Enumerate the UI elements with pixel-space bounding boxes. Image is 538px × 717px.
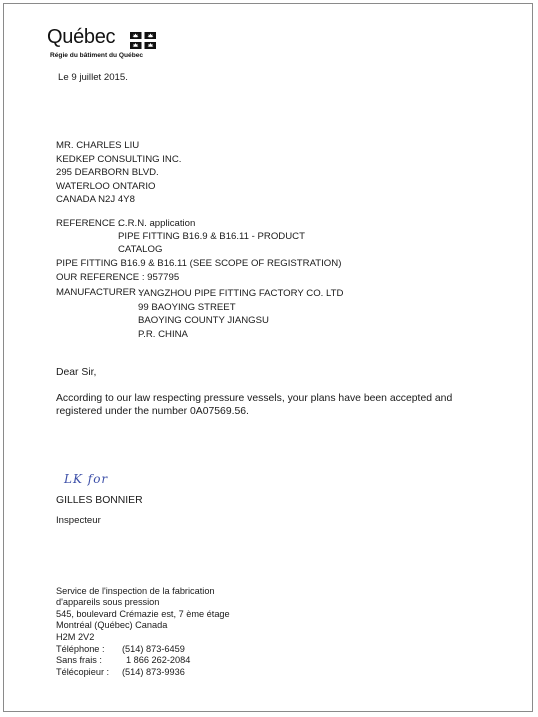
- letter-page: [3, 3, 533, 712]
- footer-address: [56, 586, 230, 643]
- letter-date: Le 9 juillet 2015.: [58, 72, 128, 83]
- manufacturer-line: YANGZHOU PIPE FITTING FACTORY CO. LTD: [138, 288, 344, 299]
- quebec-logo-wordmark: Québec: [47, 26, 116, 48]
- contact-label: Télécopieur :: [56, 666, 110, 677]
- signatory-title: Inspecteur: [56, 515, 101, 526]
- manufacturer-address: [138, 287, 343, 341]
- reference-scope-line: PIPE FITTING B16.9 & B16.11 (SEE SCOPE OF REGISTRATION): [56, 258, 342, 269]
- manufacturer-line: BAOYING COUNTY JIANGSU: [138, 315, 269, 327]
- fax-number: (514) 873-9936: [122, 666, 185, 677]
- footer-address-line: Service de l'inspection de la fabrication: [56, 586, 215, 596]
- footer-address-line: 545, boulevard Crémazie est, 7 ème étage: [56, 608, 230, 619]
- recipient-address: [56, 139, 181, 207]
- body-line: According to our law respecting pressure vessels, your plans have been accepted and: [56, 393, 453, 404]
- toll-free-number: 1 866 262-2084: [126, 655, 191, 666]
- signatory-name: GILLES BONNIER: [56, 495, 143, 506]
- letter-body: [56, 392, 452, 418]
- contact-label: Sans frais :: [56, 655, 102, 666]
- reference-line: PIPE FITTING B16.9 & B16.11 - PRODUCT: [118, 231, 305, 242]
- recipient-line: 295 DEARBORN BLVD.: [56, 167, 159, 179]
- phone-number: (514) 873-6459: [122, 644, 185, 654]
- footer-address-line: H2M 2V2: [56, 631, 95, 642]
- recipient-line: KEDKEP CONSULTING INC.: [56, 153, 182, 165]
- organization-name: Régie du bâtiment du Québec: [50, 52, 144, 59]
- manufacturer-label: MANUFACTURER :: [56, 287, 142, 298]
- footer-contacts: [56, 644, 190, 678]
- our-reference: OUR REFERENCE : 957795: [56, 272, 180, 283]
- quebec-flag-icon: [130, 32, 156, 49]
- reference-label: REFERENCE :: [56, 218, 121, 229]
- footer-address-line: Montréal (Québec) Canada: [56, 620, 168, 631]
- manufacturer-line: 99 BAOYING STREET: [138, 301, 236, 313]
- reference-line: CATALOG: [118, 244, 163, 255]
- recipient-line: CANADA N2J 4Y8: [56, 194, 135, 206]
- contact-row: [56, 644, 190, 655]
- contact-row: [56, 667, 190, 678]
- contact-row: [56, 655, 190, 666]
- contact-label: Téléphone :: [56, 644, 105, 654]
- manufacturer-line: P.R. CHINA: [138, 328, 188, 340]
- salutation: Dear Sir,: [56, 367, 97, 378]
- recipient-line: WATERLOO ONTARIO: [56, 180, 156, 192]
- footer-address-line: d'appareils sous pression: [56, 597, 160, 608]
- recipient-line: MR. CHARLES LIU: [56, 140, 140, 151]
- body-line: registered under the number 0A07569.56.: [56, 406, 249, 417]
- reference-line: C.R.N. application: [118, 218, 196, 229]
- handwritten-signature: LK for: [64, 472, 109, 486]
